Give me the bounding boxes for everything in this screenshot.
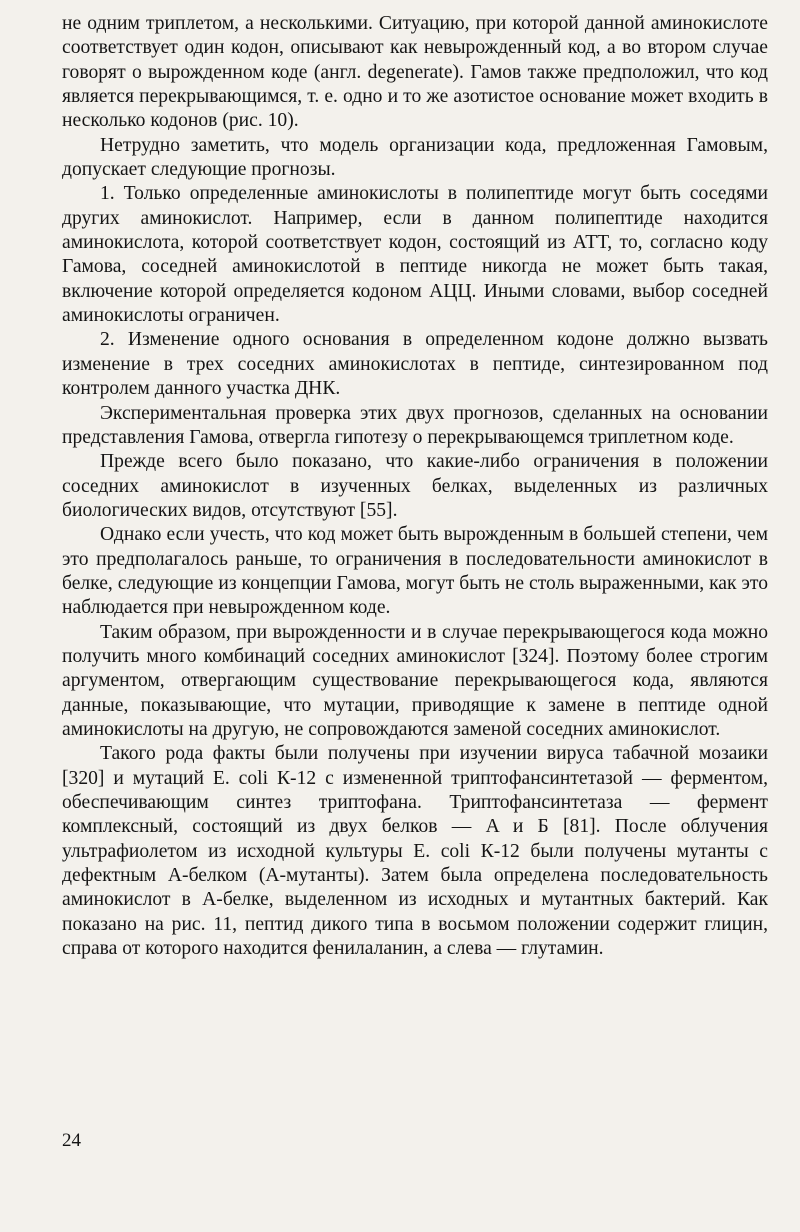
- paragraph-8: Таким образом, при вырожденности и в случае перекрывающегося кода можно получить много комбинаций соседних аминокислот [324]. Поэтому более строгим аргументом, отвергающим существование перекрывающегося кода, являются данные, показывающие, что мутации, приводящие к замене в пептиде одной аминокислоты на другую, не сопровождаются заменой соседних аминокислот.: [62, 621, 768, 740]
- page-number: 24: [62, 1130, 81, 1151]
- paragraph-2: Нетрудно заметить, что модель организации кода, предложенная Гамовым, допускает следующие прогнозы.: [62, 134, 768, 181]
- paragraph-9: Такого рода факты были получены при изучении вируса табачной мозаики [320] и мутаций E. coli К-12 с измененной триптофансинтетазой — ферментом, обеспечивающим синтез триптофана. Триптофансинтетаза — фермент комплексный, состоящий из двух белков — A и Б [81]. После облучения ультрафиолетом из исходной культуры E. coli К-12 были получены мутанты с дефектным A-белком (A-мутанты). Затем была определена последовательность аминокислот в A-белке, выделенном из исходных и мутантных бактерий. Как показано на рис. 11, пептид дикого типа в восьмом положении содержит глицин, справа от которого находится фенилаланин, а слева — глутамин.: [62, 743, 768, 960]
- paragraph-1: не одним триплетом, а несколькими. Ситуацию, при которой данной аминокислоте соответствует один кодон, описывают как невырожденный код, а во втором случае говорят о вырожденном коде (англ. degenerate). Гамов также предположил, что код является перекрывающимся, т. е. одно и то же азотистое основание может входить в несколько кодонов (рис. 10).: [62, 13, 768, 132]
- paragraph-5: Экспериментальная проверка этих двух прогнозов, сделанных на основании представления Гамова, отвергла гипотезу о перекрывающемся триплетном коде.: [62, 402, 768, 448]
- paragraph-6: Прежде всего было показано, что какие-либо ограничения в положении соседних аминокислот в изученных белках, выделенных из различных биологических видов, отсутствуют [55].: [62, 451, 768, 521]
- page-body: [62, 12, 768, 961]
- paragraph-7: Однако если учесть, что код может быть вырожденным в большей степени, чем это предполагалось раньше, то ограничения в последовательности аминокислот в белке, следующие из концепции Гамова, могут быть не столь выраженными, как это наблюдается при невырожденном коде.: [62, 524, 768, 619]
- paragraph-3: 1. Только определенные аминокислоты в полипептиде могут быть соседями других аминокислот. Например, если в данном полипептиде находится аминокислота, которой соответствует кодон, состоящий из АТТ, то, согласно коду Гамова, соседней аминокислотой в пептиде никогда не может быть такая, включение которой определяется кодоном АЦЦ. Иными словами, выбор соседней аминокислоты ограничен.: [62, 183, 768, 327]
- paragraph-4: 2. Изменение одного основания в определенном кодоне должно вызвать изменение в трех соседних аминокислотах в пептиде, синтезированном под контролем данного участка ДНК.: [62, 329, 768, 400]
